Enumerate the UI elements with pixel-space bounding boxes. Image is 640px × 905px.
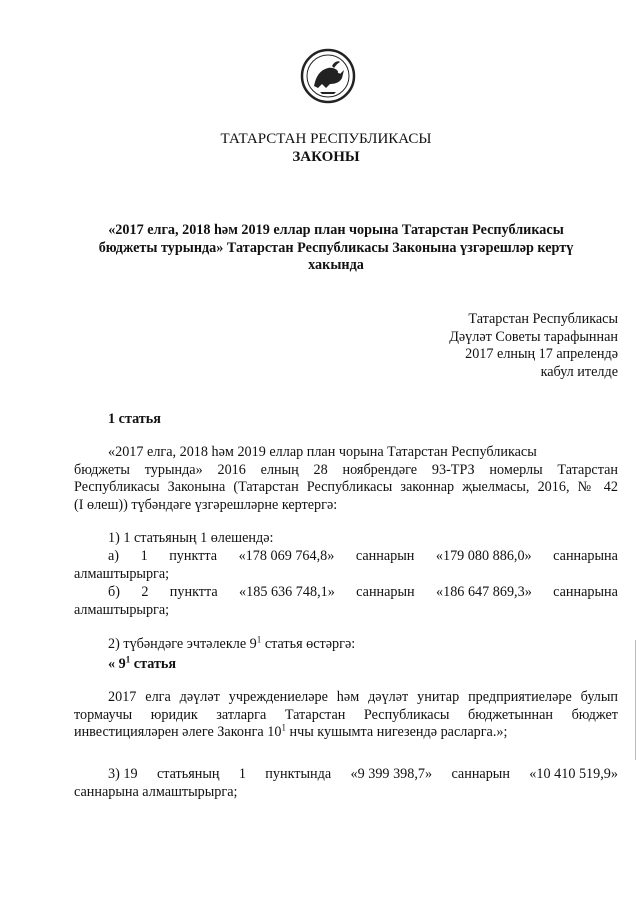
item-part: саннарына xyxy=(553,584,618,600)
adoption-line: Татарстан Республикасы xyxy=(468,311,618,327)
item-part: «9 399 398,7» xyxy=(350,766,433,782)
adoption-block xyxy=(380,311,618,381)
item-part: пунктта xyxy=(169,548,218,564)
new-article-line: тормаучы юридик затларга Татарстан Республикасы бюджетыннан бюджет xyxy=(74,706,618,723)
item-part: «178 069 764,8» xyxy=(238,548,335,564)
item-part: «10 410 519,9» xyxy=(529,766,618,782)
article-heading: 1 статья xyxy=(108,411,161,427)
item-part: пунктында xyxy=(265,766,332,782)
item-2-text xyxy=(108,636,355,654)
law-title-line: «2017 елга, 2018 һәм 2019 еллар план чорына Татарстан Республикасы xyxy=(108,222,564,238)
line3-sup: 1 xyxy=(281,722,286,733)
law-title xyxy=(60,222,612,275)
item-2-after: статья өстәргә: xyxy=(261,636,356,652)
item-part: статьяның xyxy=(156,766,220,782)
law-title-line: хакында xyxy=(308,257,364,273)
intro-line: Республикасы Законына (Татарстан Республикасы законнар җыелмасы, 2016, № 42 xyxy=(74,479,618,495)
item-part: 2 xyxy=(141,584,149,600)
adoption-line: 2017 елның 17 апрелендә xyxy=(465,346,618,362)
item-part: б) xyxy=(108,584,120,600)
item-part: «186 647 869,3» xyxy=(436,584,532,600)
new-article-line: 2017 елга дәүләт учреждениеләре һәм дәүләт унитар предприятиеләре булып xyxy=(108,689,618,705)
item-part: саннарын xyxy=(355,548,415,564)
new-article-sup: 1 xyxy=(125,654,131,665)
item-part: пунктта xyxy=(169,584,218,600)
item-3-line xyxy=(108,766,618,784)
adoption-line: кабул ителде xyxy=(540,363,618,380)
intro-text: «2017 елга, 2018 һәм 2019 еллар план чорына Татарстан Республикасы xyxy=(108,444,537,460)
item-2-sup: 1 xyxy=(256,634,262,645)
new-article-heading xyxy=(108,656,176,674)
item-part: саннарына xyxy=(553,548,618,564)
item-part: «179 080 886,0» xyxy=(435,548,532,564)
article-intro xyxy=(74,444,618,514)
item-part: «185 636 748,1» xyxy=(239,584,335,600)
item-2-before: 2) түбәндәге эчтәлекле 9 xyxy=(108,636,257,652)
republic-heading: ТАТАРСТАН РЕСПУБЛИКАСЫ xyxy=(220,131,432,147)
item-part: 1 xyxy=(140,548,148,564)
law-heading: ЗАКОНЫ xyxy=(292,149,360,165)
intro-line xyxy=(74,444,618,462)
item-1b-cont: алмаштырырга; xyxy=(74,602,170,618)
law-title-line: бюджеты турында» Татарстан Республикасы Законына үзгәрешләр кертү xyxy=(98,239,574,256)
item-1b-line xyxy=(108,584,618,602)
item-part: 1 xyxy=(238,766,246,782)
new-article-line xyxy=(74,724,618,742)
item-part: а) xyxy=(108,548,120,564)
line3-after: нчы кушымта нигезендә расларга.»; xyxy=(285,724,508,740)
line3-before: инвестицияләрен әлеге Законга 10 xyxy=(74,724,282,740)
item-1a-cont: алмаштырырга; xyxy=(74,566,170,582)
item-part: саннарын xyxy=(356,584,415,600)
item-part: 3) 19 xyxy=(108,766,138,782)
new-article-suffix: статья xyxy=(130,656,177,672)
item-1a-line xyxy=(108,548,618,566)
item-1-text: 1) 1 статьяның 1 өлешендә: xyxy=(108,530,274,546)
page-edge-mark xyxy=(635,640,636,760)
intro-line: бюджеты турында» 2016 елның 28 ноябрендәге 93-ТРЗ номерлы Татарстан xyxy=(74,461,618,478)
adoption-line: Дәүләт Советы тарафыннан xyxy=(449,328,618,345)
tatarstan-emblem-icon xyxy=(300,48,356,104)
item-3-cont: саннарына алмаштырырга; xyxy=(74,784,238,800)
new-article-prefix: « 9 xyxy=(108,656,126,672)
intro-line: (I өлеш)) түбәндәге үзгәрешләрне кертергә: xyxy=(74,496,338,513)
item-part: саннарын xyxy=(451,766,510,782)
new-article-body xyxy=(74,689,618,742)
